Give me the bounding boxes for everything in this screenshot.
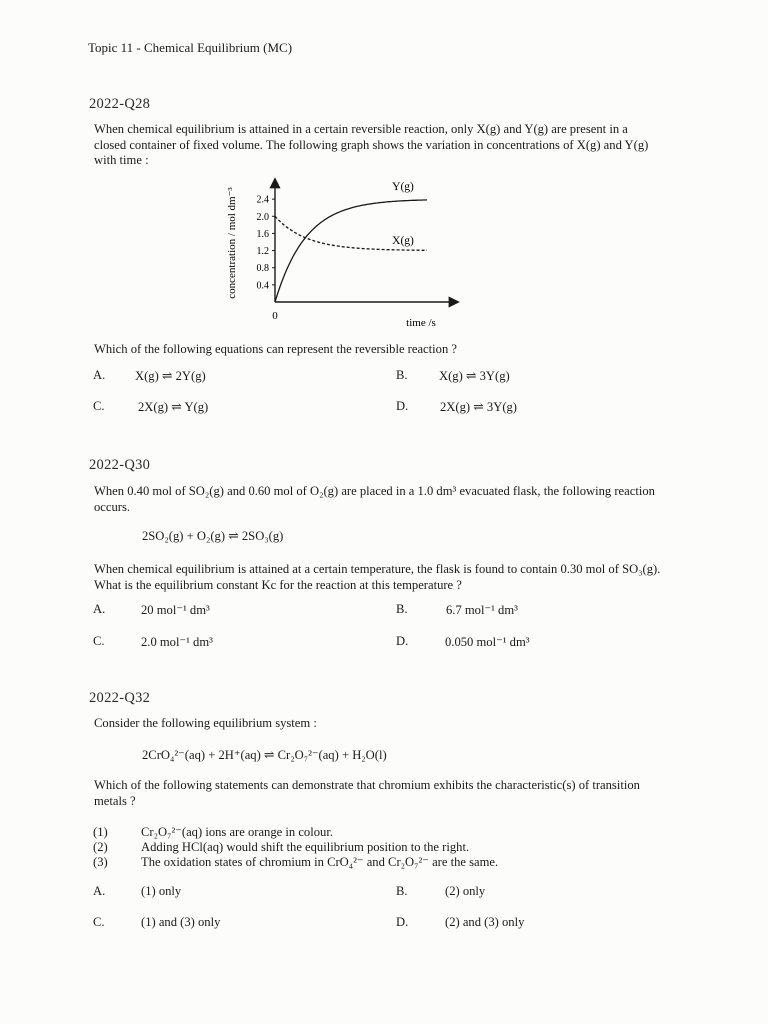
q28-option-a-text: X(g) ⇌ 2Y(g) xyxy=(135,369,206,383)
question-id-q28: 2022-Q28 xyxy=(89,96,151,112)
q28-option-c-text: 2X(g) ⇌ Y(g) xyxy=(138,400,209,414)
q30-stem: When 0.40 mol of SO₂(g) and 0.60 mol of O₂(g) are placed in a 1.0 dm³ evacuated flask, the following reaction occurs. xyxy=(94,484,655,514)
y-tick-label-5: 0.4 xyxy=(256,280,269,292)
q32-intro: Consider the following equilibrium system : xyxy=(94,716,317,730)
q28-stem: When chemical equilibrium is attained in a certain reversible reaction, only X(g) and Y(g) are present in a closed container of fixed volume. The following graph shows the variation in concentrations of X(g) and Y(g) with time : xyxy=(94,122,649,167)
q28-option-d-letter: D. xyxy=(396,399,409,413)
q28-option-c-letter: C. xyxy=(93,399,105,413)
series-line-yg xyxy=(275,200,427,302)
q32-option-c-text: (1) and (3) only xyxy=(141,915,221,929)
q32-option-b-letter: B. xyxy=(396,884,408,898)
q30-option-c-text: 2.0 mol⁻¹ dm³ xyxy=(141,635,213,649)
x-tick-label-0: 0 xyxy=(272,310,278,322)
y-tick-label-2: 1.6 xyxy=(256,228,269,240)
y-axis-label: concentration / mol dm⁻³ xyxy=(226,187,238,299)
q30-option-d-text: 0.050 mol⁻¹ dm³ xyxy=(445,635,530,649)
y-tick-label-3: 1.2 xyxy=(256,246,269,258)
q28-question: Which of the following equations can represent the reversible reaction ? xyxy=(94,342,457,356)
series-label-y: Y(g) xyxy=(392,181,414,193)
q32-option-a-letter: A. xyxy=(93,884,106,898)
series-label-x: X(g) xyxy=(392,235,414,247)
y-tick-label-0: 2.4 xyxy=(256,194,269,206)
q32-statement-3-text: The oxidation states of chromium in CrO₄²⁻ and Cr₂O₇²⁻ are the same. xyxy=(141,855,499,869)
q32-statement-1-num: (1) xyxy=(93,825,108,839)
y-tick-label-4: 0.8 xyxy=(256,263,269,275)
q28-option-d-text: 2X(g) ⇌ 3Y(g) xyxy=(440,400,518,414)
q32-option-d-letter: D. xyxy=(396,915,409,929)
q28-option-b-text: X(g) ⇌ 3Y(g) xyxy=(439,369,510,383)
q32-equation: 2CrO₄²⁻(aq) + 2H⁺(aq) ⇌ Cr₂O₇²⁻(aq) + H₂O(l) xyxy=(142,748,387,762)
concentration-time-graph xyxy=(215,168,475,338)
q30-option-a-letter: A. xyxy=(93,602,106,616)
q30-option-b-letter: B. xyxy=(396,602,408,616)
q30-equation: 2SO₂(g) + O₂(g) ⇌ 2SO₃(g) xyxy=(142,529,284,543)
q32-question: Which of the following statements can demonstrate that chromium exhibits the characteristic(s) of transition metals ? xyxy=(94,778,640,808)
x-axis-label: time /s xyxy=(406,317,436,329)
q32-option-d-text: (2) and (3) only xyxy=(445,915,525,929)
page-header: Topic 11 - Chemical Equilibrium (MC) xyxy=(88,40,293,55)
q30-option-c-letter: C. xyxy=(93,634,105,648)
question-id-q30: 2022-Q30 xyxy=(89,457,151,473)
q32-statement-3-num: (3) xyxy=(93,855,108,869)
q28-option-b-letter: B. xyxy=(396,368,408,382)
q30-option-b-text: 6.7 mol⁻¹ dm³ xyxy=(446,603,518,617)
q32-statement-2-text: Adding HCl(aq) would shift the equilibrium position to the right. xyxy=(141,840,470,854)
q32-option-b-text: (2) only xyxy=(445,884,486,898)
q32-statement-2-num: (2) xyxy=(93,840,108,854)
q32-option-a-text: (1) only xyxy=(141,884,182,898)
q30-option-d-letter: D. xyxy=(396,634,409,648)
q30-question: When chemical equilibrium is attained at a certain temperature, the flask is found to contain 0.30 mol of SO₃(g). What is the equilibrium constant Kc for the reaction at this temperature ? xyxy=(94,562,661,592)
q28-option-a-letter: A. xyxy=(93,368,106,382)
question-id-q32: 2022-Q32 xyxy=(89,690,151,706)
q32-option-c-letter: C. xyxy=(93,915,105,929)
y-tick-label-1: 2.0 xyxy=(256,211,269,223)
q32-statement-1-text: Cr₂O₇²⁻(aq) ions are orange in colour. xyxy=(141,825,333,839)
q30-option-a-text: 20 mol⁻¹ dm³ xyxy=(141,603,210,617)
